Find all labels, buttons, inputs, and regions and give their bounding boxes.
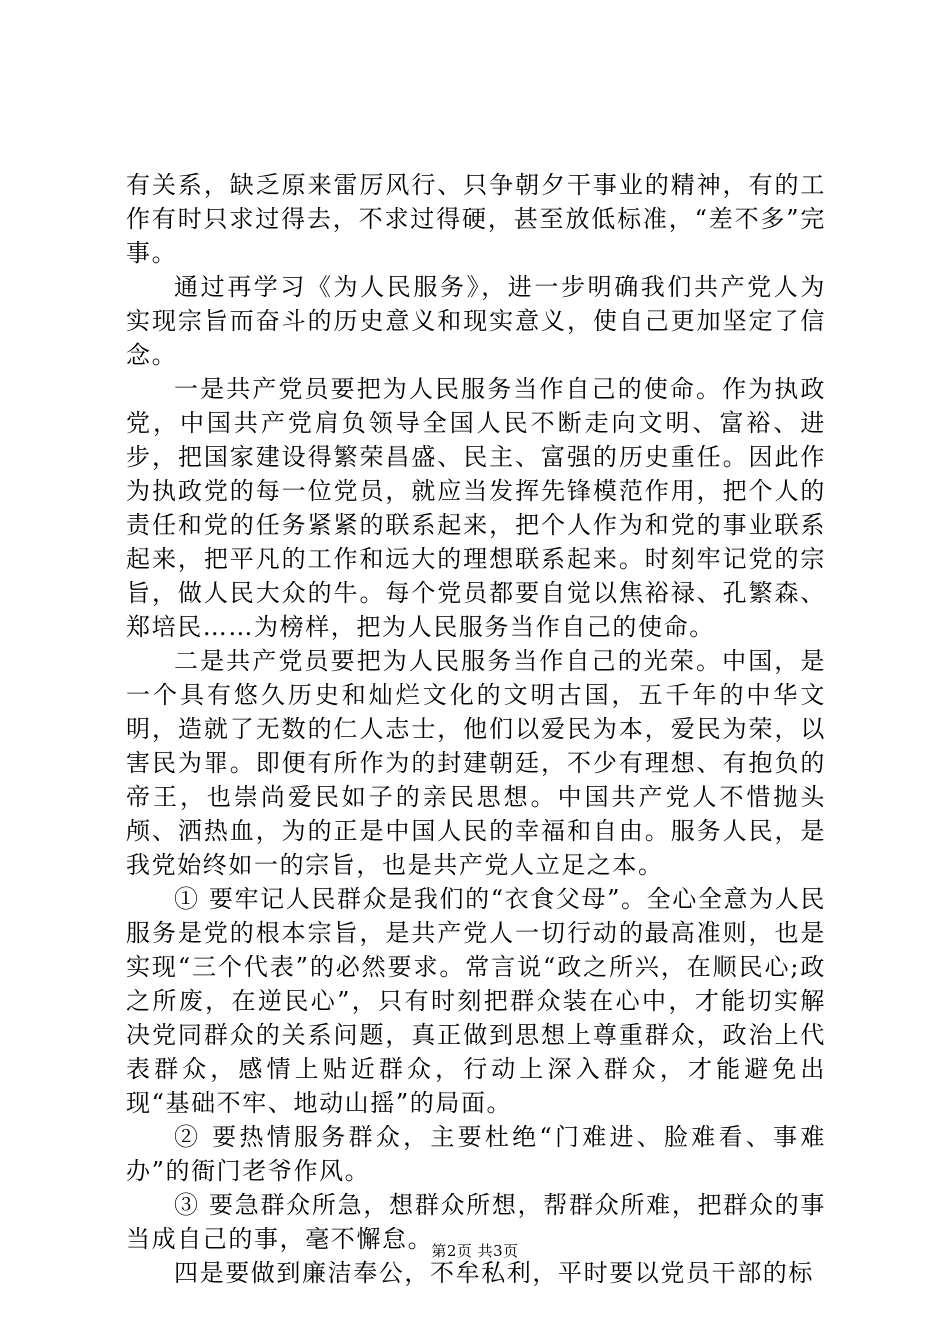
paragraph-point-two-glory: 二是共产党员要把为人民服务当作自己的光荣。中国，是一个具有悠久历史和灿烂文化的文明古国，五千年的中华文明，造就了无数的仁人志士，他们以爱民为本，爱民为荣，以害民为罪。即便有所作为的封建朝廷，不少有理想、有抱负的帝王，也崇尚爱民如子的亲民思想。中国共产党人不惜抛头颅、洒热血，为的正是中国人民的幸福和自由。服务人民，是我党始终如一的宗旨，也是共产党人立足之本。 (126, 647, 826, 879)
paragraph-continuation: 有关系，缺乏原来雷厉风行、只争朝夕干事业的精神，有的工作有时只求过得去，不求过得硬，甚至放低标准，“差不多”完事。 (126, 171, 826, 267)
paragraph-point-one-mission: 一是共产党员要把为人民服务当作自己的使命。作为执政党，中国共产党肩负领导全国人民不断走向文明、富裕、进步，把国家建设得繁荣昌盛、民主、富强的历史重任。因此作为执政党的每一位党员，就应当发挥先锋模范作用，把个人的责任和党的任务紧紧的联系起来，把个人作为和党的事业联系起来，把平凡的工作和远大的理想联系起来。时刻牢记党的宗旨，做人民大众的牛。每个党员都要自觉以焦裕禄、孔繁森、郑培民……为榜样，把为人民服务当作自己的使命。 (126, 375, 826, 641)
document-body (126, 168, 826, 1290)
paragraph-point-four-integrity: 四是要做到廉洁奉公，不牟私利，平时要以党员干部的标 (174, 1259, 814, 1287)
paragraph-sub-item-3: ③ 要急群众所急，想群众所想，帮群众所难，把群众的事当成自己的事，毫不懈怠。 (126, 1191, 826, 1253)
paragraph-sub-item-2: ② 要热情服务群众，主要杜绝“门难进、脸难看、事难办”的衙门老爷作风。 (126, 1123, 826, 1185)
paragraph-study-serve-people: 通过再学习《为人民服务》，进一步明确我们共产党人为实现宗旨而奋斗的历史意义和现实意义，使自己更加坚定了信念。 (126, 273, 826, 369)
paragraph-sub-item-1: ① 要牢记人民群众是我们的“衣食父母”。全心全意为人民服务是党的根本宗旨，是共产党人一切行动的最高准则，也是实现“三个代表”的必然要求。常言说“政之所兴，在顺民心;政之所废，在逆民心”，只有时刻把群众装在心中，才能切实解决党同群众的关系问题，真正做到思想上尊重群众，政治上代表群众，感情上贴近群众，行动上深入群众，才能避免出现“基础不牢、地动山摇”的局面。 (126, 885, 826, 1117)
page-number-footer: 第2页 共3页 (431, 1242, 519, 1260)
